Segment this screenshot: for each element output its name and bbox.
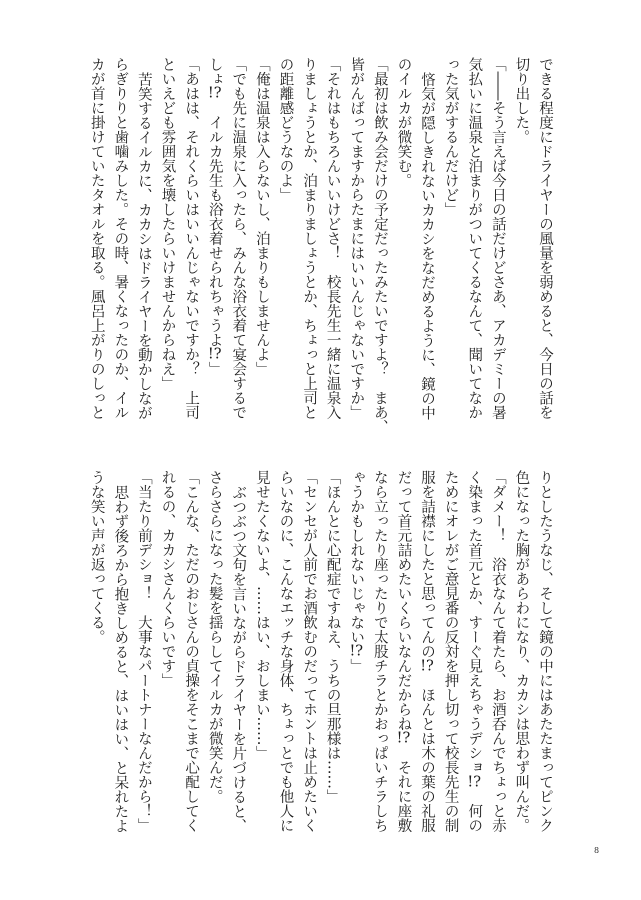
text-line: 「それはもちろんいいけどさ！ 校長先生一緒に温泉入 [324, 57, 341, 420]
text-line: 「でも先に温泉に入ったら、みんな浴衣着て宴会するで [230, 57, 247, 420]
page-number: 8 [594, 846, 600, 855]
text-line: のイルカが微笑む。 [395, 57, 412, 188]
text-line: 色になった胸があらわになり、カカシは思わず叫んだ。 [513, 470, 530, 833]
text-line: 「センセが人前でお酒飲むのだってホントは止めたいく [301, 470, 318, 833]
text-line: 「俺は温泉は入らないし、泊まりもしませんよ」 [253, 57, 270, 376]
text-line: 皆がんばってますからたまにはいいんじゃないですか」 [348, 57, 365, 420]
text-line: りとしたうなじ、そして鏡の中にはあたたまってピンク [537, 470, 553, 833]
text-line: うな笑い声が返ってくる。 [88, 470, 105, 644]
upper-text-block [84, 57, 556, 437]
text-line: カが首に掛けていたタオルを取る。風呂上がりのしっと [88, 57, 105, 420]
upright-exclamation-question: !? [207, 347, 222, 362]
text-line: 「こんな、ただのおじさんの貞操をそこまで心配してく [183, 470, 200, 833]
text-line: ためにオレがご意見番の反対を押し切って校長先生の制 [442, 470, 459, 833]
upright-exclamation-question: !? [467, 774, 482, 789]
text-line: りましょうとか、泊まりましょうとか、ちょっと上司と [301, 57, 318, 420]
text-line: 服を詰襟にしたと思ってんの!? ほんとは木の葉の礼服 [419, 470, 436, 833]
text-line: れるの、カカシさんくらいです」 [159, 470, 176, 688]
text-line: 悋気が隠しきれないカカシをなだめるように、鏡の中 [419, 71, 436, 420]
text-line: だって首元詰めたいくらいなんだからね!? それに座敷 [395, 470, 412, 833]
text-line: なら立ったり座ったりで太股チラとかおっぱいチラしち [371, 470, 388, 833]
text-line: く染まった首元とか、すーぐ見えちゃうデショ!? 何の [466, 470, 483, 833]
text-line: 気払いに温泉と泊まりがついてくるなんて、聞いてなか [466, 57, 483, 420]
text-line: ゃうかもしれないじゃない!?」 [348, 470, 365, 673]
text-line: できる程度にドライヤーの風量を弱めると、今日の話を [537, 57, 553, 420]
text-line: 「当たり前デショ！ 大事なパートナーなんだから！」 [135, 470, 152, 833]
text-line: といえども雰囲気を壊したらいけませんからねえ」 [159, 57, 176, 391]
text-line: 「ダメー！ 浴衣なんて着たら、お酒呑んでちょっと赤 [489, 470, 506, 833]
lower-text-block [84, 470, 556, 850]
text-line: しょ!? イルカ先生も浴衣着せられちゃうよ!?」 [206, 57, 223, 376]
text-line: った気がするんだけど」 [442, 57, 459, 217]
upright-exclamation-question: !? [349, 644, 364, 659]
text-line: 苦笑するイルカに、カカシはドライヤーを動かしなが [135, 71, 152, 420]
text-line: 「ほんとに心配症ですねえ、うちの旦那様は……」 [324, 470, 341, 804]
text-line: 「――そう言えば今日の話だけどさあ、アカデミーの暑 [489, 57, 506, 420]
text-line: らぎりりと歯噛みした。その時、暑くなったのか、イル [112, 57, 129, 420]
text-line: 「最初は飲み会だけの予定だったみたいですよ？ まあ、 [371, 57, 388, 434]
text-line: さらさらになった髪を揺らしてイルカが微笑んだ。 [206, 470, 223, 804]
upright-exclamation-question: !? [420, 658, 434, 673]
text-line: 「あはは、それくらいはいいんじゃないですか？ 上司 [183, 57, 200, 420]
text-line: らいなのに、こんなエッチな身体、ちょっとでも他人に [277, 470, 294, 833]
text-line: 見せたくないよ、……はい、おしまい……」 [253, 470, 270, 760]
upright-exclamation-question: !? [207, 86, 222, 101]
text-line: の距離感どうなのよ」 [277, 57, 294, 202]
text-line: 思わず後ろから抱きしめると、はいはい、と呆れたよ [112, 484, 129, 833]
upright-exclamation-question: !? [396, 731, 411, 746]
text-line: 切り出した。 [513, 57, 530, 144]
text-line: ぶつぶつ文句を言いながらドライヤーを片づけると、 [230, 484, 247, 833]
